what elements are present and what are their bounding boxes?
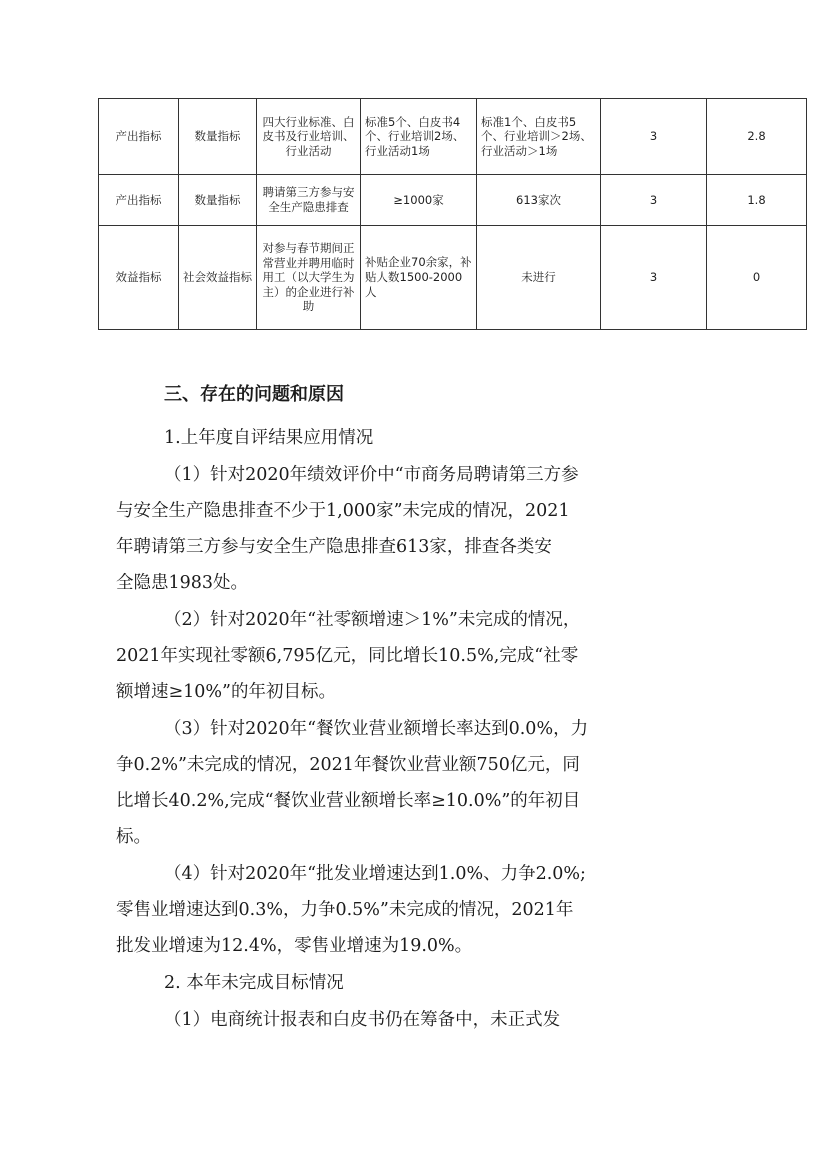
table-cell: 产出指标 [99, 99, 179, 175]
paragraph-line: 2021年实现社零额6,795亿元，同比增长10.5%,完成“社零 [116, 646, 579, 666]
paragraph-line: （1）针对2020年绩效评价中“市商务局聘请第三方参 [164, 465, 579, 485]
paragraph-line: 与安全生产隐患排查不少于1,000家”未完成的情况，2021 [116, 501, 570, 521]
table-cell: 未进行 [477, 226, 601, 330]
subsection-heading: 2. 本年未完成目标情况 [164, 973, 344, 993]
table-cell: ≥1000家 [361, 175, 477, 226]
table-cell: 数量指标 [179, 175, 257, 226]
paragraph-line: （3）针对2020年“餐饮业营业额增长率达到0.0%，力 [164, 719, 589, 739]
paragraph-line: 比增长40.2%,完成“餐饮业营业额增长率≥10.0%”的年初目 [116, 791, 581, 811]
paragraph-line: 争0.2%”未完成的情况，2021年餐饮业营业额750亿元，同 [116, 755, 580, 775]
table-cell: 3 [601, 99, 707, 175]
performance-indicator-table [98, 98, 807, 330]
table-cell: 标准1个、白皮书5个、行业培训＞2场、行业活动＞1场 [477, 99, 601, 175]
table-row [99, 226, 807, 330]
table-cell: 3 [601, 175, 707, 226]
table-cell: 0 [707, 226, 807, 330]
paragraph-line: （2）针对2020年“社零额增速＞1%”未完成的情况， [164, 610, 581, 630]
table-cell: 补贴企业70余家，补贴人数1500-2000人 [361, 226, 477, 330]
paragraph-line: （4）针对2020年“批发业增速达到1.0%、力争2.0%; [164, 864, 586, 884]
table-cell: 1.8 [707, 175, 807, 226]
paragraph-line: 全隐患1983处。 [116, 573, 249, 593]
table-cell: 标准5个、白皮书4个、行业培训2场、行业活动1场 [361, 99, 477, 175]
paragraph-line: 年聘请第三方参与安全生产隐患排查613家，排查各类安 [116, 537, 552, 557]
table-cell: 3 [601, 226, 707, 330]
table-cell: 产出指标 [99, 175, 179, 226]
table-cell: 613家次 [477, 175, 601, 226]
paragraph-line: 零售业增速达到0.3%，力争0.5%”未完成的情况，2021年 [116, 900, 574, 920]
table-row [99, 175, 807, 226]
paragraph-line: 额增速≥10%”的年初目标。 [116, 682, 337, 702]
table-cell: 聘请第三方参与安全生产隐患排查 [257, 175, 361, 226]
table-cell: 数量指标 [179, 99, 257, 175]
table-cell: 2.8 [707, 99, 807, 175]
section-heading: 三、存在的问题和原因 [164, 384, 344, 405]
subsection-heading: 1.上年度自评结果应用情况 [164, 428, 374, 448]
paragraph-line: 标。 [116, 827, 151, 847]
paragraph-line: （1）电商统计报表和白皮书仍在筹备中，未正式发 [164, 1010, 561, 1030]
table-row [99, 99, 807, 175]
table-cell: 四大行业标准、白皮书及行业培训、行业活动 [257, 99, 361, 175]
table-cell: 对参与春节期间正常营业并聘用临时用工（以大学生为主）的企业进行补助 [257, 226, 361, 330]
paragraph-line: 批发业增速为12.4%，零售业增速为19.0%。 [116, 936, 473, 956]
table-cell: 效益指标 [99, 226, 179, 330]
table-cell: 社会效益指标 [179, 226, 257, 330]
